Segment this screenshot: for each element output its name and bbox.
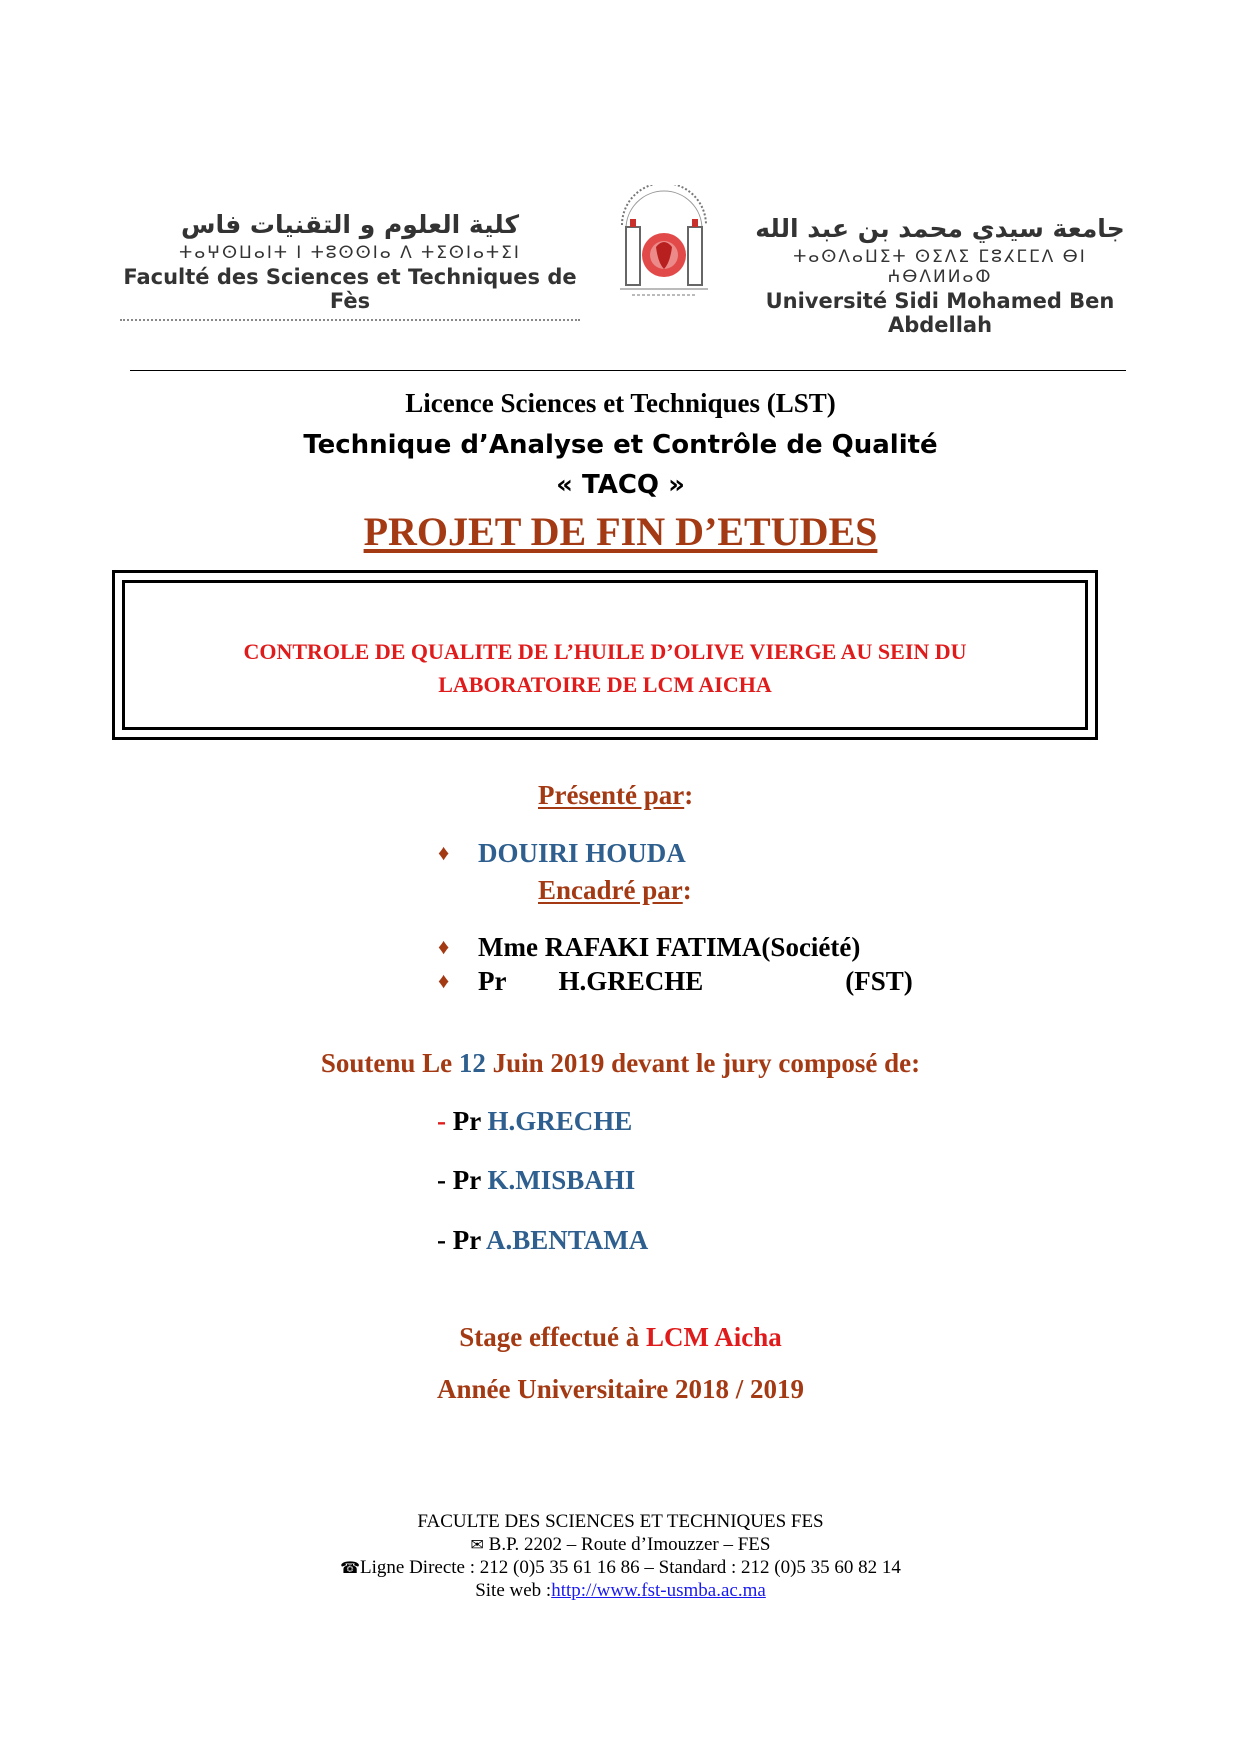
supervisor-2-name: H.GRECHE <box>558 966 704 996</box>
defense-line: Soutenu Le 12 Juin 2019 devant le jury composé de: <box>320 1048 921 1078</box>
internship-place: LCM Aicha <box>645 1322 782 1352</box>
diamond-bullet-icon: ♦ <box>438 934 450 959</box>
academic-year: Année Universitaire 2018 / 2019 <box>437 1374 804 1404</box>
university-emblem-icon <box>612 185 716 305</box>
jury-member-1: - Pr H.GRECHE <box>437 1106 633 1136</box>
supervisor-1: Mme RAFAKI FATIMA(Société) <box>478 932 861 962</box>
subject-line-1: CONTROLE DE QUALITE DE L’HUILE D’OLIVE VIERGE AU SEIN DU <box>243 639 967 664</box>
faculty-name-latin: Faculté des Sciences et Techniques de Fès <box>123 265 577 313</box>
university-name-latin: Université Sidi Mohamed Ben Abdellah <box>765 289 1115 337</box>
program-abbreviation: « TACQ » <box>556 470 685 500</box>
university-name-arabic: جامعة سيدي محمد بن عبد الله <box>755 214 1125 243</box>
supervisor-line-2 <box>438 966 913 997</box>
student-line <box>438 838 686 869</box>
faculty-logo <box>115 210 585 321</box>
defense-day: 12 <box>458 1048 486 1078</box>
logo-divider <box>120 319 580 321</box>
program-title: Technique d’Analyse et Contrôle de Qualité <box>303 430 938 460</box>
footer-website: Site web :http://www.fst-usmba.ac.ma <box>475 1580 766 1601</box>
jury-member-3: - Pr A.BENTAMA <box>437 1225 649 1255</box>
subject-frame-inner <box>122 580 1088 730</box>
faculty-name-arabic: كلية العلوم و التقنيات فاس <box>180 210 520 239</box>
supervisor-2-title: Pr <box>478 966 507 996</box>
jury-member-2: - Pr K.MISBAHI <box>437 1165 636 1195</box>
supervisor-2-org: (FST) <box>845 966 913 996</box>
student-name: DOUIRI HOUDA <box>478 838 686 868</box>
header-rule <box>130 370 1126 371</box>
document-title: PROJET DE FIN D’ETUDES <box>363 509 878 554</box>
university-name-tifinagh: ⵜⴰⵙⴷⴰⵡⵉⵜ ⵙⵉⴷⵉ ⵎⵓⵃⵎⵎⴷ ⴱⵏ ⵄⴱⴷⵍⵍⴰⵀ <box>793 247 1087 287</box>
diamond-bullet-icon: ♦ <box>438 968 450 993</box>
university-logo <box>740 214 1140 337</box>
footer-institution: FACULTE DES SCIENCES ET TECHNIQUES FES <box>417 1511 824 1532</box>
envelope-icon: ✉ <box>470 1535 484 1554</box>
footer-address: ✉ B.P. 2202 – Route d’Imouzzer – FES <box>470 1534 771 1555</box>
diamond-bullet-icon: ♦ <box>438 840 450 865</box>
internship-line: Stage effectué à LCM Aicha <box>459 1322 782 1352</box>
subject-line-2: LABORATOIRE DE LCM AICHA <box>438 672 772 697</box>
subject-frame <box>112 570 1098 740</box>
degree-title: Licence Sciences et Techniques (LST) <box>405 388 836 418</box>
footer-phone: ☎Ligne Directe : 212 (0)5 35 61 16 86 – Standard : 212 (0)5 35 60 82 14 <box>340 1557 901 1578</box>
website-link[interactable]: http://www.fst-usmba.ac.ma <box>551 1580 766 1601</box>
supervisor-line-1 <box>438 932 860 963</box>
faculty-name-tifinagh: ⵜⴰⵖⵙⵡⴰⵏⵜ ⵏ ⵜⵓⵙⵙⵏⴰ ⴷ ⵜⵉⵙⵏⴰⵜⵉⵏ <box>179 243 521 263</box>
presented-by-label: Présenté par: <box>538 780 694 810</box>
telephone-icon: ☎ <box>340 1558 361 1577</box>
supervised-by-label: Encadré par: <box>538 875 692 905</box>
project-subject <box>125 635 1085 701</box>
